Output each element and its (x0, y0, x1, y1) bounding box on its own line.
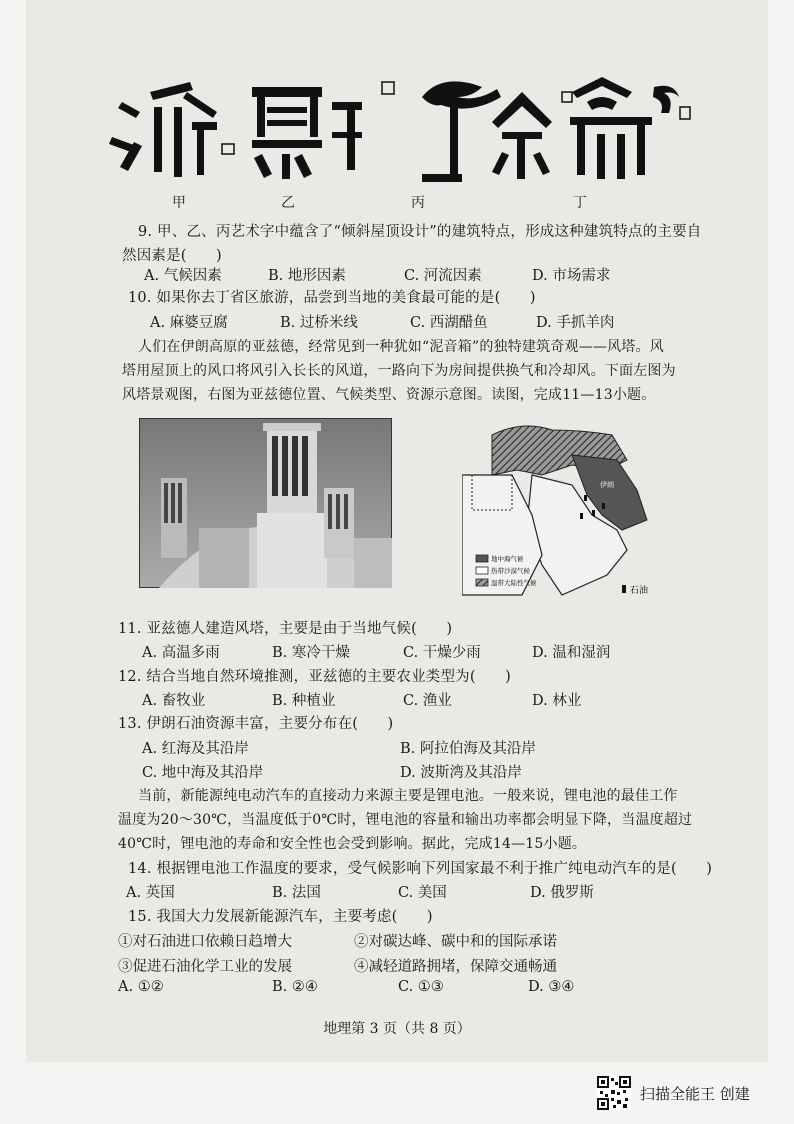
q13-option-d: D. 波斯湾及其沿岸 (400, 765, 522, 781)
q11-option-c: C. 干燥少雨 (403, 645, 481, 661)
q15-stem: 15. 我国大力发展新能源汽车，主要考虑( ) (128, 909, 433, 925)
q10-option-d: D. 手抓羊肉 (536, 315, 615, 331)
q14-option-d: D. 俄罗斯 (530, 885, 594, 901)
q9-option-d: D. 市场需求 (532, 268, 611, 284)
art-characters-image (92, 62, 692, 192)
intro-wind-line1: 人们在伊朗高原的亚兹德，经常见到一种犹如“泥音箱”的独特建筑奇观——风塔。风 (138, 339, 664, 355)
q9-option-a: A. 气候因素 (144, 268, 222, 284)
q9-stem-line2: 然因素是( ) (122, 248, 222, 264)
intro-wind-line3: 风塔景观图，右图为亚兹德位置、气候类型、资源示意图。读图，完成11—13小题。 (122, 387, 656, 403)
q15-statement-2: ②对碳达峰、碳中和的国际承诺 (354, 934, 557, 950)
q11-stem: 11. 亚兹德人建造风塔，主要是由于当地气候( ) (118, 621, 453, 637)
q15-option-c: C. ①③ (398, 979, 444, 995)
q14-option-a: A. 英国 (126, 885, 175, 901)
q10-option-b: B. 过桥米线 (280, 315, 358, 331)
q11-option-d: D. 温和湿润 (532, 645, 611, 661)
caption-jia: 甲 (172, 195, 186, 211)
q10-option-a: A. 麻婆豆腐 (150, 315, 228, 331)
intro-battery-line3: 40℃时，锂电池的寿命和安全性也会受到影响。据此，完成14—15小题。 (118, 836, 587, 852)
q12-option-c: C. 渔业 (403, 693, 452, 709)
scanner-brand-label: 扫描全能王 创建 (640, 1085, 750, 1103)
oil-legend-icon (622, 585, 626, 593)
q15-option-a: A. ①② (118, 979, 164, 995)
q10-option-c: C. 西湖醋鱼 (410, 315, 488, 331)
intro-battery-line2: 温度为20～30℃，当温度低于0℃时，锂电池的容量和输出功率都会明显下降，当温度超过 (118, 812, 693, 828)
legend-desert: 热带沙漠气候 (491, 567, 530, 575)
q15-option-d: D. ③④ (528, 979, 575, 995)
caption-ding: 丁 (573, 195, 587, 211)
q11-option-b: B. 寒冷干燥 (272, 645, 350, 661)
q13-option-b: B. 阿拉伯海及其沿岸 (400, 741, 536, 757)
q14-option-c: C. 美国 (398, 885, 447, 901)
q10-stem: 10. 如果你去丁省区旅游，品尝到当地的美食最可能的是( ) (128, 290, 536, 306)
q15-option-b: B. ②④ (272, 979, 318, 995)
q12-option-d: D. 林业 (532, 693, 582, 709)
wind-tower-photo (139, 418, 392, 588)
map-place-label: 伊朗 (600, 481, 614, 489)
caption-bing: 丙 (411, 195, 425, 211)
page-footer: 地理第 3 页（共 8 页） (323, 1021, 471, 1037)
q14-option-b: B. 法国 (272, 885, 321, 901)
q15-statement-3: ③促进石油化学工业的发展 (118, 959, 292, 975)
q9-option-c: C. 河流因素 (404, 268, 482, 284)
legend-mediterranean: 地中海气候 (491, 555, 524, 563)
caption-yi: 乙 (281, 195, 295, 211)
q14-stem: 14. 根据锂电池工作温度的要求，受气候影响下列国家最不利于推广纯电动汽车的是( ) (128, 861, 713, 877)
q13-option-c: C. 地中海及其沿岸 (142, 765, 264, 781)
q12-option-a: A. 畜牧业 (142, 693, 206, 709)
q12-stem: 12. 结合当地自然环境推测，亚兹德的主要农业类型为( ) (118, 669, 511, 685)
qr-code-icon (597, 1076, 631, 1110)
q13-option-a: A. 红海及其沿岸 (142, 741, 249, 757)
q13-stem: 13. 伊朗石油资源丰富，主要分布在( ) (118, 716, 394, 732)
q15-statement-1: ①对石油进口依赖日趋增大 (118, 934, 292, 950)
middle-east-map (462, 415, 662, 600)
q12-option-b: B. 种植业 (272, 693, 336, 709)
intro-wind-line2: 塔用屋顶上的风口将风引入长长的风道，一路向下为房间提供换气和冷却风。下面左图为 (122, 363, 676, 379)
q11-option-a: A. 高温多雨 (142, 645, 220, 661)
q9-option-b: B. 地形因素 (268, 268, 346, 284)
intro-battery-line1: 当前，新能源纯电动汽车的直接动力来源主要是锂电池。一般来说，锂电池的最佳工作 (138, 788, 678, 804)
q9-stem-line1: 9. 甲、乙、丙艺术字中蕴含了“倾斜屋顶设计”的建筑特点，形成这种建筑特点的主要自 (138, 224, 702, 240)
q15-statement-4: ④减轻道路拥堵，保障交通畅通 (354, 959, 557, 975)
legend-continental: 温带大陆性气候 (491, 579, 537, 587)
legend-oil: 石油 (630, 586, 649, 596)
